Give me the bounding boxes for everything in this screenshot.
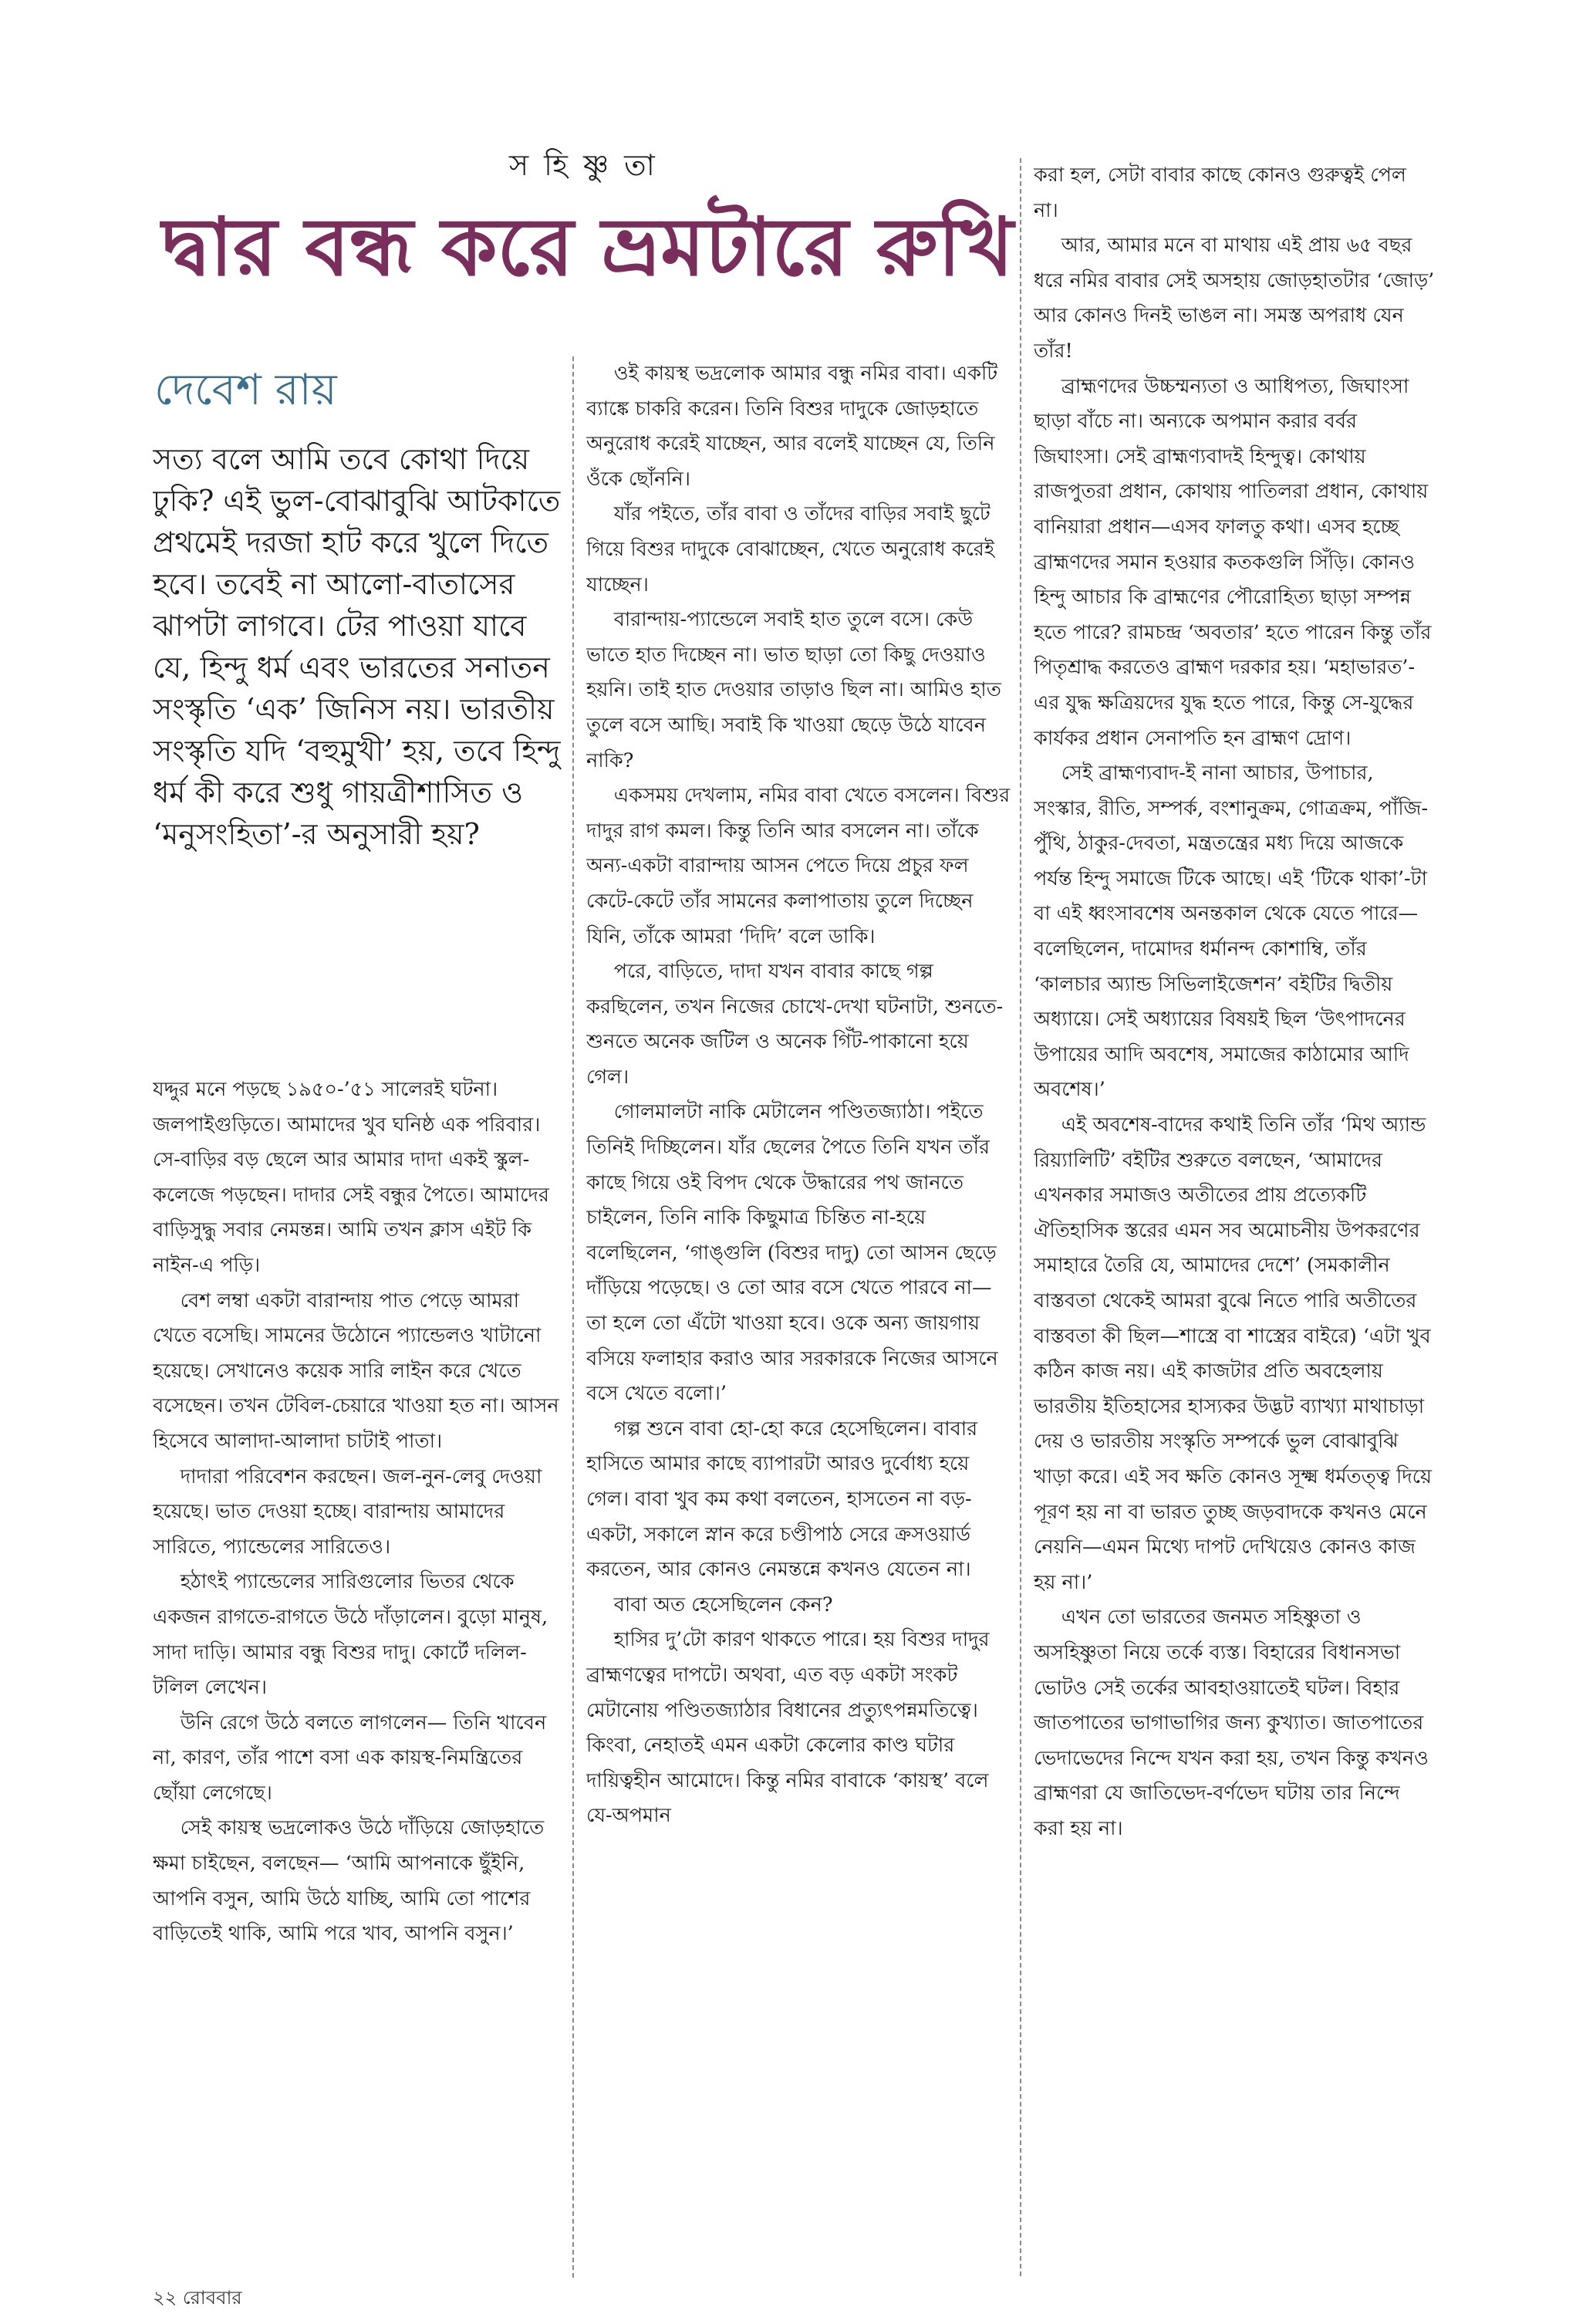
paragraph: দাদারা পরিবেশন করছেন। জল-নুন-লেবু দেওয়া হয়েছে। ভাত দেওয়া হচ্ছে। বারান্দায় আমাদের সারিতে, প্যান্ডেলের সারিতেও। bbox=[153, 1464, 542, 1559]
paragraph: আর, আমার মনে বা মাথায় এই প্রায় ৬৫ বছর ধরে নমির বাবার সেই অসহায় জোড়হাতটার ‘জোড়’ আর কোনও দিনই ভাঙল না। সমস্ত অপরাধ যেন তাঁর! bbox=[1034, 234, 1435, 363]
paragraph: যাঁর পইতে, তাঁর বাবা ও তাঁদের বাড়ির সবাই ছুটে গিয়ে বিশুর দাদুকে বোঝাচ্ছেন, খেতে অনুরোধ করেই যাচ্ছেন। bbox=[586, 502, 995, 596]
paragraph: বাবা অত হেসেছিলেন কেন? bbox=[613, 1593, 833, 1616]
article-column-1 bbox=[153, 1072, 562, 2276]
page-footer: ২২ রোববার bbox=[153, 2287, 242, 2309]
paragraph: গল্প শুনে বাবা হো-হো করে হেসেছিলেন। বাবার হাসিতে আমার কাছে ব্যাপারটা আরও দুর্বোধ্য হয়ে গেল। বাবা খুব কম কথা বলতেন, হাসতেন না বড়-একটা, সকালে স্নান করে চণ্ডীপাঠ সেরে ক্রসওয়ার্ড করতেন, আর কোনও নেমন্তন্নে কখনও যেতেন না। bbox=[586, 1417, 978, 1582]
paragraph: উনি রেগে উঠে বলতে লাগলেন— তিনি খাবেন না, কারণ, তাঁর পাশে বসা এক কায়স্থ-নিমন্ত্রিতের ছোঁয়া লেগেছে। bbox=[153, 1711, 547, 1805]
standfirst: সত্য বলে আমি তবে কোথা দিয়ে ঢুকি? এই ভুল-বোঝাবুঝি আটকাতে প্রথমেই দরজা হাট করে খুলে দিতে হবে। তবেই না আলো-বাতাসের ঝাপটা লাগবে। টের পাওয়া যাবে যে, হিন্দু ধর্ম এবং ভারতের সনাতন সংস্কৃতি ‘এক’ জিনিস নয়। ভারতীয় সংস্কৃতি যদি ‘বহুমুখী’ হয়, তবে হিন্দু ধর্ম কী করে শুধু গায়ত্রীশাসিত ও ‘মনুসংহিতা’-র অনুসারী হয়? bbox=[153, 442, 561, 851]
headline: দ্বার বন্ধ করে ভ্রমটারে রুখি bbox=[162, 199, 1014, 294]
paragraph: পরে, বাড়িতে, দাদা যখন বাবার কাছে গল্প করছিলেন, তখন নিজের চোখে-দেখা ঘটনাটা, শুনতে-শুনতে অনেক জটিল ও অনেক গিঁট-পাকানো হয়ে গেল। bbox=[586, 960, 1004, 1089]
paragraph: করা হল, সেটা বাবার কাছে কোনও গুরুত্বই পেল না। bbox=[1034, 164, 1406, 222]
paragraph: এখন তো ভারতের জনমত সহিষ্ণুতা ও অসহিষ্ণুতা নিয়ে তর্কে ব্যস্ত। বিহারের বিধানসভা ভোটও সেই তর্কের আবহাওয়াতেই ঘটল। বিহার জাতপাতের ভাগাভাগির জন্য কুখ্যাত। জাতপাতের ভেদাভেদের নিন্দে যখন করা হয়, তখন কিন্তু কখনও ব্রাহ্মণরা যে জাতিভেদ-বর্ণভেদ ঘটায় তার নিন্দে করা হয় না। bbox=[1034, 1606, 1429, 1840]
paragraph: সেই কায়স্থ ভদ্রলোকও উঠে দাঁড়িয়ে জোড়হাতে ক্ষমা চাইছেন, বলছেন— ‘আমি আপনাকে ছুঁইনি, আপনি বসুন, আমি উঠে যাচ্ছি, আমি তো পাশের বাড়িতেই থাকি, আমি পরে খাব, আপনি বসুন।’ bbox=[153, 1816, 545, 1946]
column-divider bbox=[572, 356, 574, 2278]
article-column-3 bbox=[1034, 158, 1435, 2272]
article-column-2 bbox=[586, 356, 1011, 2278]
paragraph: সেই ব্রাহ্মণ্যবাদ-ই নানা আচার, উপাচার, সংস্কার, রীতি, সম্পর্ক, বংশানুক্রম, গোত্রক্রম, পাঁজি-পুঁথি, ঠাকুর-দেবতা, মন্ত্রতন্ত্রের মধ্য দিয়ে আজকে পর্যন্ত হিন্দু সমাজে টিকে আছে। এই ‘টিকে থাকা’-টা বা এই ধ্বংসাবশেষ অনন্তকাল থেকে যেতে পারে—বলেছিলেন, দামোদর ধর্মানন্দ কোশাম্বি, তাঁর ‘কালচার অ্যান্ড সিভিলাইজেশন’ বইটির দ্বিতীয় অধ্যায়ে। সেই অধ্যায়ের বিষয়ই ছিল ‘উৎপাদনের উপায়ের আদি অবশেষ, সমাজের কাঠামোর আদি অবশেষ।’ bbox=[1034, 762, 1429, 1102]
paragraph: যদ্দুর মনে পড়ছে ১৯৫০-’৫১ সালেরই ঘটনা। জলপাইগুড়িতে। আমাদের খুব ঘনিষ্ঠ এক পরিবার। সে-বাড়ির বড় ছেলে আর আমার দাদা একই স্কুল-কলেজে পড়ছেন। দাদার সেই বন্ধুর পৈতে। আমাদের বাড়িসুদ্ধু সবার নেমন্তন্ন। আমি তখন ক্লাস এইট কি নাইন-এ পড়ি। bbox=[153, 1078, 549, 1277]
paragraph: একসময় দেখলাম, নমির বাবা খেতে বসলেন। বিশুর দাদুর রাগ কমল। কিন্তু তিনি আর বসলেন না। তাঁকে অন্য-একটা বারান্দায় আসন পেতে দিয়ে প্রচুর ফল কেটে-কেটে তাঁর সামনের কলাপাতায় তুলে দিচ্ছেন যিনি, তাঁকে আমরা ‘দিদি’ বলে ডাকি। bbox=[586, 784, 1011, 948]
paragraph: বারান্দায়-প্যান্ডেলে সবাই হাত তুলে বসে। কেউ ভাতে হাত দিচ্ছেন না। ভাত ছাড়া তো কিছু দেওয়াও হয়নি। তাই হাত দেওয়ার তাড়াও ছিল না। আমিও হাত তুলে বসে আছি। সবাই কি খাওয়া ছেড়ে উঠে যাবেন নাকি? bbox=[586, 608, 1001, 772]
paragraph: ওই কায়স্থ ভদ্রলোক আমার বন্ধু নমির বাবা। একটি ব্যাঙ্কে চাকরি করেন। তিনি বিশুর দাদুকে জোড়হাতে অনুরোধ করেই যাচ্ছেন, আর বলেই যাচ্ছেন যে, তিনি ওঁকে ছোঁননি। bbox=[586, 362, 998, 491]
paragraph: হাসির দু’টো কারণ থাকতে পারে। হয় বিশুর দাদুর ব্রাহ্মণত্বের দাপটে। অথবা, এত বড় একটা সংকট মেটানোয় পণ্ডিতজ্যাঠার বিধানের প্রত্যুৎপন্নমতিত্বে। কিংবা, নেহাতই এমন একটা কেলোর কাণ্ড ঘটার দায়িত্বহীন আমোদে। কিন্তু নমির বাবাকে ‘কায়স্থ’ বলে যে-অপমান bbox=[586, 1628, 990, 1828]
column-divider bbox=[1020, 158, 1021, 2276]
paragraph: হঠাৎই প্যান্ডেলের সারিগুলোর ভিতর থেকে একজন রাগতে-রাগতে উঠে দাঁড়ালেন। বুড়ো মানুষ, সাদা দাড়ি। আমার বন্ধু বিশুর দাদু। কোর্টে দলিল-টলিল লেখেন। bbox=[153, 1570, 548, 1700]
author-byline: দেবেশ রায় bbox=[154, 365, 337, 415]
paragraph: গোলমালটা নাকি মেটালেন পণ্ডিতজ্যাঠা। পইতে তিনিই দিচ্ছিলেন। যাঁর ছেলের পৈতে তিনি যখন তাঁর কাছে গিয়ে ওই বিপদ থেকে উদ্ধারের পথ জানতে চাইলেন, তিনি নাকি কিছুমাত্র চিন্তিত না-হয়ে বলেছিলেন, ‘গাঙ্গুলি (বিশুর দাদু) তো আসন ছেড়ে দাঁড়িয়ে পড়েছে। ও তো আর বসে খেতে পারবে না—তা হলে তো এঁটো খাওয়া হবে। ওকে অন্য জায়গায় বসিয়ে ফলাহার করাও আর সরকারকে নিজের আসনে বসে খেতে বলো।’ bbox=[586, 1100, 998, 1406]
paragraph: বেশ লম্বা একটা বারান্দায় পাত পেড়ে আমরা খেতে বসেছি। সামনের উঠোনে প্যান্ডেলও খাটানো হয়েছে। সেখানেও কয়েক সারি লাইন করে খেতে বসেছেন। তখন টেবিল-চেয়ারে খাওয়া হত না। আসন হিসেবে আলাদা-আলাদা চাটাই পাতা। bbox=[153, 1289, 559, 1453]
section-tag: স হি ষ্ণু তা bbox=[509, 148, 658, 182]
paragraph: ব্রাহ্মণদের উচ্চম্মন্যতা ও আধিপত্য, জিঘাংসা ছাড়া বাঁচে না। অন্যকে অপমান করার বর্বর জিঘাংসা। সেই ব্রাহ্মণ্যবাদই হিন্দুত্ব। কোথায় রাজপুতরা প্রধান, কোথায় পাতিলরা প্রধান, কোথায় বানিয়ারা প্রধান—এসব ফালতু কথা। এসব হচ্ছে ব্রাহ্মণদের সমান হওয়ার কতকগুলি সিঁড়ি। কোনও হিন্দু আচার কি ব্রাহ্মণের পৌরোহিত্য ছাড়া সম্পন্ন হতে পারে? রামচন্দ্র ‘অবতার’ হতে পারেন কিন্তু তাঁর পিতৃশ্রাদ্ধ করতেও ব্রাহ্মণ দরকার হয়। ‘মহাভারত’-এর যুদ্ধ ক্ষত্রিয়দের যুদ্ধ হতে পারে, কিন্তু সে-যুদ্ধের কার্যকর প্রধান সেনাপতি হন ব্রাহ্মণ দ্রোণ। bbox=[1034, 374, 1432, 750]
paragraph: এই অবশেষ-বাদের কথাই তিনি তাঁর ‘মিথ অ্যান্ড রিয়্যালিটি’ বইটির শুরুতে বলছেন, ‘আমাদের এখনকার সমাজও অতীতের প্রায় প্রত্যেকটি ঐতিহাসিক স্তরের এমন সব অমোচনীয় উপকরণের সমাহারে তৈরি যে, আমাদের দেশে’ (সমকালীন বাস্তবতা থেকেই আমরা বুঝে নিতে পারি অতীতের বাস্তবতা কী ছিল—শাস্ত্রে বা শাস্ত্রের বাইরে) ‘এটা খুব কঠিন কাজ নয়। এই কাজটার প্রতি অবহেলায় ভারতীয় ইতিহাসের হাস্যকর উদ্ভট ব্যাখ্যা মাথাচাড়া দেয় ও ভারতীয় সংস্কৃতি সম্পর্কে ভুল বোঝাবুঝি খাড়া করে। এই সব ক্ষতি কোনও সূক্ষ্ম ধর্মতত্ত্ব দিয়ে পূরণ হয় না বা ভারত তুচ্ছ জড়বাদকে কখনও মেনে নেয়নি—এমন মিথ্যে দাপট দেখিয়েও কোনও কাজ হয় না।’ bbox=[1034, 1113, 1432, 1594]
